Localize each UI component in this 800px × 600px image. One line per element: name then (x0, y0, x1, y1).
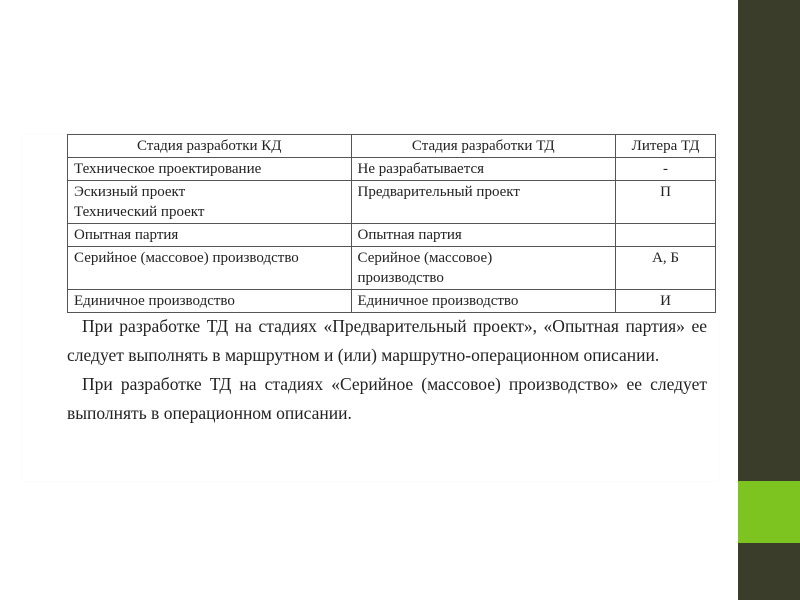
table-row (68, 290, 716, 313)
cell-line: производство (357, 270, 444, 286)
table-header-row (68, 135, 716, 158)
stages-table (67, 134, 716, 313)
table-cell: Единичное производство (351, 290, 616, 313)
body-text (67, 312, 707, 428)
table-row (68, 181, 716, 224)
table-cell: Опытная партия (351, 224, 616, 247)
table-cell (616, 224, 716, 247)
table-row (68, 224, 716, 247)
cell-line: Эскизный проект (74, 184, 186, 200)
table-cell: - (616, 158, 716, 181)
table-header: Стадия разработки КД (68, 135, 352, 158)
table-cell: И (616, 290, 716, 313)
table-cell: Опытная партия (68, 224, 352, 247)
table-cell: Предварительный проект (351, 181, 616, 224)
table-cell: Не разрабатывается (351, 158, 616, 181)
table-cell: П (616, 181, 716, 224)
table-cell (351, 247, 616, 290)
table-cell: Техническое проектирование (68, 158, 352, 181)
sidebar-accent-block (738, 481, 800, 543)
table-header: Стадия разработки ТД (351, 135, 616, 158)
table-cell: Серийное (массовое) производство (68, 247, 352, 290)
table-cell: А, Б (616, 247, 716, 290)
document-image (22, 134, 719, 481)
table-cell: Единичное производство (68, 290, 352, 313)
cell-line: Технический проект (74, 204, 205, 220)
paragraph: При разработке ТД на стадиях «Серийное (массовое) производство» ее следует выполнять в операционном описании. (67, 374, 707, 423)
cell-line: Серийное (массовое) (357, 250, 493, 266)
table-row (68, 247, 716, 290)
paragraph: При разработке ТД на стадиях «Предварительный проект», «Опытная партия» ее следует выполнять в маршрутном и (или) маршрутно-операционном описании. (67, 316, 707, 365)
table-header: Литера ТД (616, 135, 716, 158)
table-cell (68, 181, 352, 224)
table-row (68, 158, 716, 181)
